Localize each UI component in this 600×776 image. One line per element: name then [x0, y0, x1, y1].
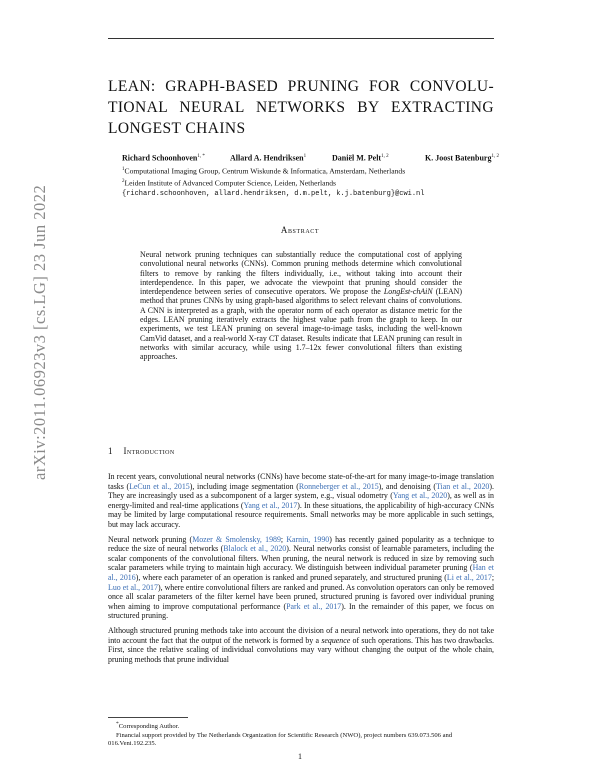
author-4 [425, 151, 499, 164]
abstract-text [140, 250, 462, 362]
paragraph-text: Neural network pruning ( [108, 534, 193, 544]
abstract-part: (LEAN) method that prunes CNNs by using graph-based algorithms to select relevant chains of convolutions. A CNN is interpreted as a graph, with the operator norm of each operator as distance metric for the edges. LEAN pruning iteratively extracts the highest value path from the graph to keep. In our experiments, we test LEAN pruning on several image-to-image tasks, including the well-known CamVid dataset, and a real-world X-ray CT dataset. Results indicate that LEAN pruning can result in networks with similar accuracy, while using 1.7–12x fewer convolutional filters than existing approaches. [140, 287, 462, 362]
abstract-part: Neural network pruning techniques can substantially reduce the computational cost of applying convolutional neural networks (CNNs). Common pruning methods determine which convolutional filters to remove by ranking the filters individually, i.e., without taking into account their interdependence. In this paper, we advocate the viewpoint that pruning should consider the interdependence between series of consecutive operators. We propose the [140, 250, 462, 297]
paragraph-text: ), and denoising ( [378, 481, 437, 491]
paragraph-text: ; [280, 534, 287, 544]
author-name: Allard A. Hendriksen [230, 153, 304, 163]
title-line-2: TIONAL NEURAL NETWORKS BY EXTRACTING [108, 99, 494, 116]
affiliation-text: Leiden Institute of Advanced Computer Science, Leiden, Netherlands [124, 178, 337, 188]
citation-link[interactable]: Li et al., 2017 [446, 572, 492, 582]
citation-link[interactable]: LeCun et al., 2015 [129, 481, 190, 491]
paragraph-text: ; [491, 572, 495, 582]
paragraph-text: ), as well as in energy-limited and real-time applications ( [108, 491, 494, 510]
paragraph-text: ) has recently gained popularity as a technique to reduce the size of neural networks ( [108, 534, 494, 554]
author-emails: {richard.schoonhoven, allard.hendriksen, d.m.pelt, k.j.batenburg}@cwi.nl [122, 189, 425, 198]
paragraph-text: ), where entire convolutional filters are ranked and pruned. As convolution operators can only be removed once all scalar parameters of the filter kernel have been pruned, structured pruning is favored over individual pruning when aiming to improve computational performance ( [108, 582, 494, 611]
author-block [122, 151, 542, 200]
intro-body [108, 472, 494, 669]
abstract-method-name: LongEst-chAiN [383, 287, 433, 297]
paragraph-part: Although structured pruning methods take into account the division of a neural network into operations, they do not take into account the fact that the output of the network is formed by a [108, 625, 494, 645]
author-sup: 1, * [197, 154, 205, 159]
footnotes [108, 720, 494, 748]
abstract-heading: Abstract [280, 225, 320, 235]
page-number: 1 [298, 752, 302, 761]
author-name: Richard Schoonhoven [122, 153, 198, 163]
author-sup: 1, 2 [491, 154, 499, 159]
affiliation-text: Computational Imaging Group, Centrum Wiskunde & Informatica, Amsterdam, Netherlands [124, 166, 406, 176]
citation-link[interactable]: Yang et al., 2020 [392, 491, 448, 501]
title-line-1: LEAN: GRAPH-BASED PRUNING FOR CONVOLU- [108, 78, 494, 95]
author-sup: 1 [303, 154, 307, 159]
top-rule [108, 38, 494, 39]
paragraph-2 [108, 535, 494, 621]
paragraph-text: ). In the remainder of this paper, we focus on structured pruning. [108, 601, 494, 621]
paper-title [108, 76, 494, 139]
footnote-text: Corresponding Author. [118, 723, 180, 731]
citation-link[interactable]: Yang et al., 2017 [243, 500, 298, 510]
citation-link[interactable]: Mozer & Smolensky, 1989 [192, 534, 281, 544]
citation-link[interactable]: Han et al., 2016 [108, 563, 494, 582]
section-number: 1 [108, 446, 113, 456]
paragraph-text: In recent years, convolutional neural networks (CNNs) have become state-of-the-art for many image-to-image translation tasks ( [108, 472, 494, 491]
citation-link[interactable]: Ronneberger et al., 2015 [298, 481, 379, 491]
footnote-1 [108, 720, 494, 732]
affiliation-sup: 1 [122, 166, 125, 172]
paragraph-part: of such operations. This has two drawbacks. First, since the relative scaling of individual convolutions may vary without changing the output of the whole chain, pruning methods that prune individual [108, 635, 495, 664]
author-sup: 1, 2 [381, 154, 389, 159]
section-title: Introduction [123, 446, 175, 456]
citation-link[interactable]: Karnin, 1990 [286, 534, 330, 544]
paragraph-text: ). They are increasingly used as a subcomponent of a larger system, e.g., visual odometry ( [108, 481, 494, 501]
arxiv-identifier: arXiv:2011.06923v3 [cs.LG] 23 Jun 2022 [30, 184, 49, 480]
citation-link[interactable]: Luo et al., 2017 [108, 582, 158, 592]
citation-link[interactable]: Blalock et al., 2020 [223, 544, 287, 554]
footnote-2: Financial support provided by The Netherlands Organization for Scientific Research (NWO), project numbers 639.073.506 and 016.Veni.192.235. [108, 731, 453, 747]
citation-link[interactable]: Tian et al., 2020 [436, 481, 490, 491]
author-name: Daniël M. Pelt [332, 153, 382, 163]
paragraph-text: ). In these situations, the applicability of high-accuracy CNNs may be limited by large computational resource requirements. Small networks may be more applicable in such settings, but may lack accuracy. [108, 500, 494, 529]
footnote-rule [108, 717, 188, 718]
citation-link[interactable]: Park et al., 2017 [286, 601, 342, 611]
footnote-sup: * [116, 721, 119, 727]
affiliation-1 [122, 164, 542, 177]
author-list [122, 151, 542, 164]
title-line-3: LONGEST CHAINS [108, 120, 246, 137]
author-1 [122, 151, 230, 164]
author-2 [230, 151, 332, 164]
author-name: K. Joost Batenburg [425, 153, 492, 163]
author-3 [332, 151, 425, 164]
paragraph-text: ), where each parameter of an operation is ranked and pruned separately, and structured pruning ( [135, 572, 447, 582]
paragraph-text: ), including image segmentation ( [189, 481, 299, 491]
paragraph-1 [108, 472, 494, 530]
paragraph-text: ). Neural networks consist of learnable parameters, including the scalar components of the convolutional filters. When pruning, the neural network is reduced in size by removing such scalar parameters while trying to maintain high accuracy. We distinguish between individual parameter pruning ( [108, 544, 494, 573]
section-heading [108, 446, 175, 456]
emphasis: sequence [321, 635, 351, 645]
paragraph-3 [108, 626, 494, 664]
affiliation-2 [122, 176, 542, 189]
affiliation-sup: 2 [122, 179, 125, 185]
